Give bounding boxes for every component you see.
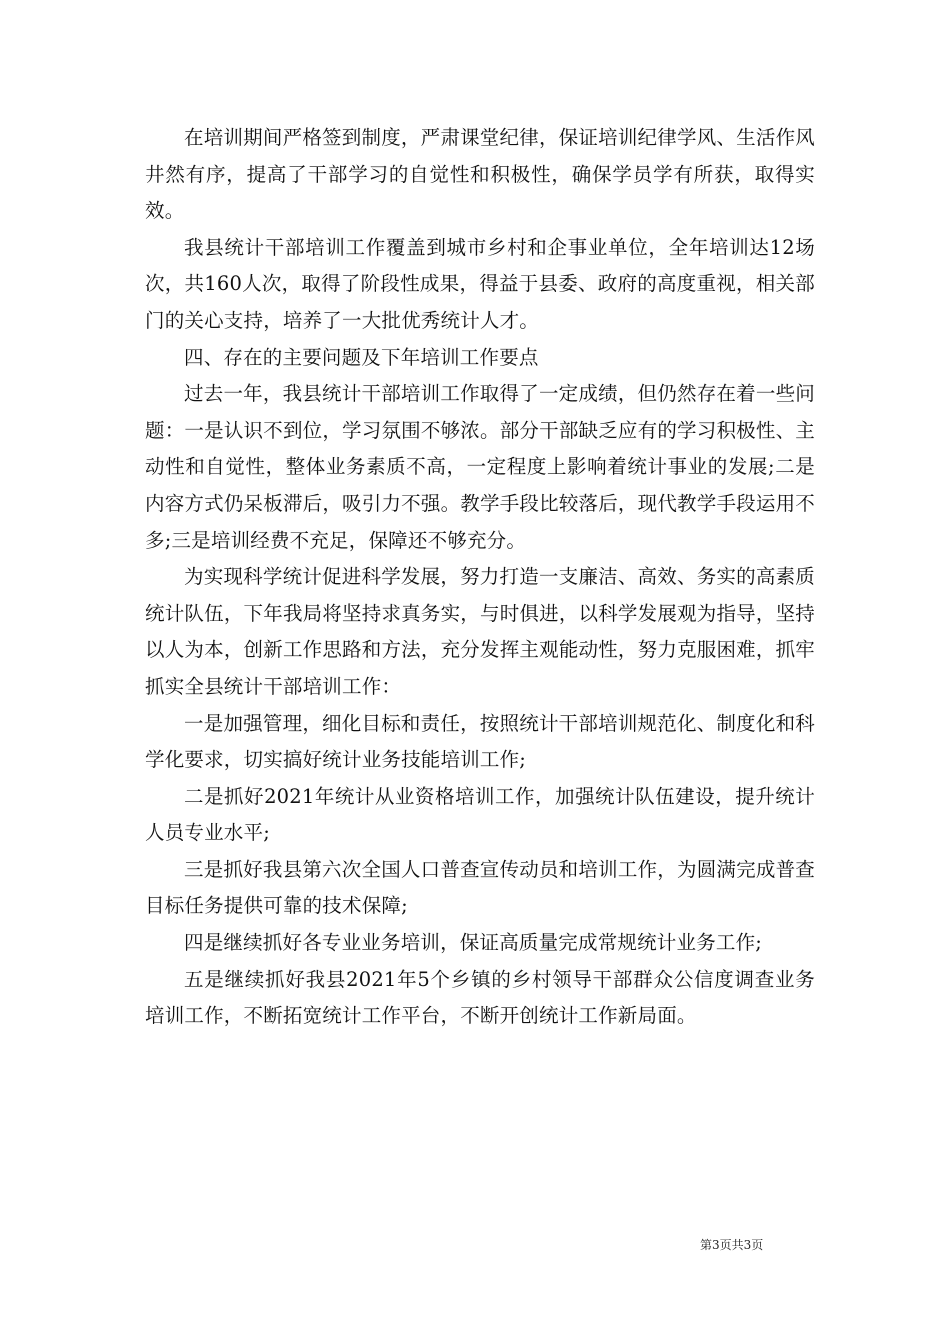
paragraph-problems: 过去一年，我县统计干部培训工作取得了一定成绩，但仍然存在着一些问题：一是认识不到位，学习氛围不够浓。部分干部缺乏应有的学习积极性、主动性和自觉性，整体业务素质不高，一定程度上影响着统计事业的发展;二是内容方式仍呆板滞后，吸引力不强。教学手段比较落后，现代教学手段运用不多;三是培训经费不充足，保障还不够充分。 (145, 382, 815, 552)
paragraph-plan-item-1: 一是加强管理，细化目标和责任，按照统计干部培训规范化、制度化和科学化要求，切实搞好统计业务技能培训工作; (145, 711, 815, 772)
paragraph-coverage: 我县统计干部培训工作覆盖到城市乡村和企事业单位，全年培训达12场次，共160人次，取得了阶段性成果，得益于县委、政府的高度重视，相关部门的关心支持，培养了一大批优秀统计人才。 (145, 235, 815, 332)
paragraph-plan-intro: 为实现科学统计促进科学发展，努力打造一支廉洁、高效、务实的高素质统计队伍，下年我局将坚持求真务实，与时俱进，以科学发展观为指导，坚持以人为本，创新工作思路和方法，充分发挥主观能动性，努力克服困难，抓牢抓实全县统计干部培训工作： (145, 565, 815, 698)
paragraph-plan-item-5: 五是继续抓好我县2021年5个乡镇的乡村领导干部群众公信度调查业务培训工作，不断拓宽统计工作平台，不断开创统计工作新局面。 (145, 967, 815, 1028)
paragraph-plan-item-3: 三是抓好我县第六次全国人口普查宣传动员和培训工作，为圆满完成普查目标任务提供可靠的技术保障; (145, 857, 815, 918)
document-body (145, 120, 815, 1035)
section-heading-problems: 四、存在的主要问题及下年培训工作要点 (184, 345, 539, 369)
paragraph-plan-item-2: 二是抓好2021年统计从业资格培训工作，加强统计队伍建设，提升统计人员专业水平; (145, 784, 815, 845)
page-number-footer: 第3页共3页 (700, 1238, 764, 1252)
paragraph-discipline: 在培训期间严格签到制度，严肃课堂纪律，保证培训纪律学风、生活作风井然有序，提高了干部学习的自觉性和积极性，确保学员学有所获，取得实效。 (145, 126, 815, 223)
paragraph-plan-item-4: 四是继续抓好各专业业务培训，保证高质量完成常规统计业务工作; (184, 931, 763, 955)
